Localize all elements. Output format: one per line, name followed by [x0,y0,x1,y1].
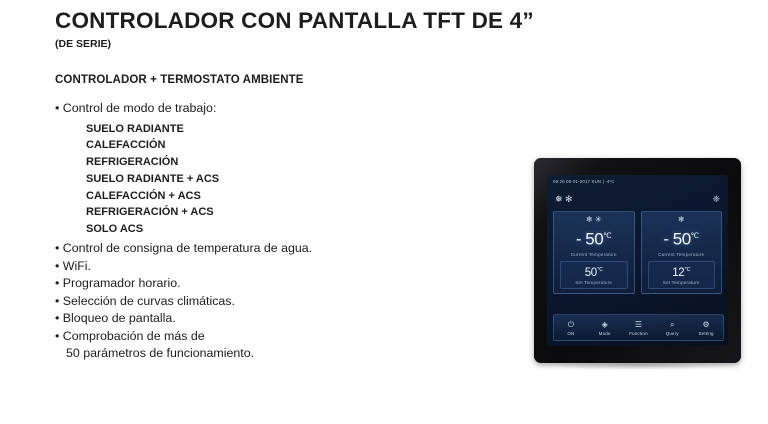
device-screen [547,175,728,346]
list-item: SUELO RADIANTE + ACS [86,172,220,185]
zone-panel-2[interactable] [641,211,723,294]
tab-label: ON [567,330,575,336]
mode-list [55,121,485,239]
tab-setting[interactable] [689,319,723,337]
current-temperature-value [642,225,722,251]
list-item-line1: • Comprobación de más de [55,328,205,343]
tab-label: Mode [598,330,611,336]
current-temperature-number: - 50 [575,229,604,249]
feature-list [55,100,485,363]
list-item-line2: 50 parámetros de funcionamiento. [66,346,255,361]
temperature-unit: ℃ [684,266,691,273]
temperature-unit: ℃ [596,266,603,273]
zone-panel-1[interactable] [553,211,635,294]
screen-tab-bar [553,314,724,341]
list-item: • Control de consigna de temperatura de agua. [55,241,313,256]
zone-mode-icon: ❄ [677,215,685,224]
temperature-unit: ℃ [603,231,612,240]
set-temperature-value [561,263,627,280]
tab-label: Function [629,330,648,336]
list-item: • WiFi. [55,258,91,273]
set-temperature-label: Set Temperature [662,280,700,286]
controller-device-image [534,158,741,363]
set-temperature-number: 50 [584,266,597,279]
fan-icon[interactable]: ❈ [712,193,720,204]
section-heading: CONTROLADOR + TERMOSTATO AMBIENTE [55,74,304,86]
list-item: REFRIGERACIÓN [86,156,179,169]
list-item: REFRIGERACIÓN + ACS [86,206,214,219]
current-temperature-number: - 50 [663,229,691,249]
screen-icon-row [547,189,728,209]
mode-icon: ◈ [601,319,608,329]
tab-query[interactable] [655,319,689,337]
set-temperature-box[interactable] [648,261,716,290]
current-temperature-value [554,225,634,251]
set-temperature-label: Set Temperature [575,280,613,286]
set-temperature-value [649,263,715,280]
function-icon: ☰ [634,319,643,329]
power-icon: ⏻ [567,319,575,329]
set-temperature-box[interactable] [560,261,628,290]
list-item: • Bloqueo de pantalla. [55,311,176,326]
list-item: • Programador horario. [55,276,181,291]
page-subtitle: (DE SERIE) [55,38,112,50]
status-datetime: 09:20 09-01-2017 SUN | -4ºC [553,179,615,184]
list-item: • Control de modo de trabajo: [55,101,217,115]
search-icon: ⌕ [670,319,675,329]
temperature-unit: ℃ [690,231,700,240]
list-item [55,328,485,363]
tab-mode[interactable] [588,319,622,337]
tab-label: Query [665,330,679,336]
current-temperature-label: Current Temperature [570,251,617,257]
list-item: CALEFACCIÓN [86,139,166,152]
tab-on[interactable] [554,319,588,337]
screen-panels [553,211,722,294]
list-item: SOLO ACS [86,223,144,236]
list-item: • Selección de curvas climáticas. [55,293,235,308]
screen-status-bar [547,175,728,188]
set-temperature-number: 12 [672,266,685,279]
snowflake-icon[interactable]: ❅ ✻ [555,193,573,204]
gear-icon: ⚙ [702,319,710,329]
zone-mode-icon: ❄ ✳ [585,215,602,224]
current-temperature-label: Current Temperature [658,251,705,257]
page-title: CONTROLADOR CON PANTALLA TFT DE 4” [55,8,534,33]
tab-function[interactable] [622,319,656,337]
list-item: CALEFACCIÓN + ACS [86,189,201,202]
tab-label: Setting [698,330,714,336]
list-item: SUELO RADIANTE [86,122,184,135]
